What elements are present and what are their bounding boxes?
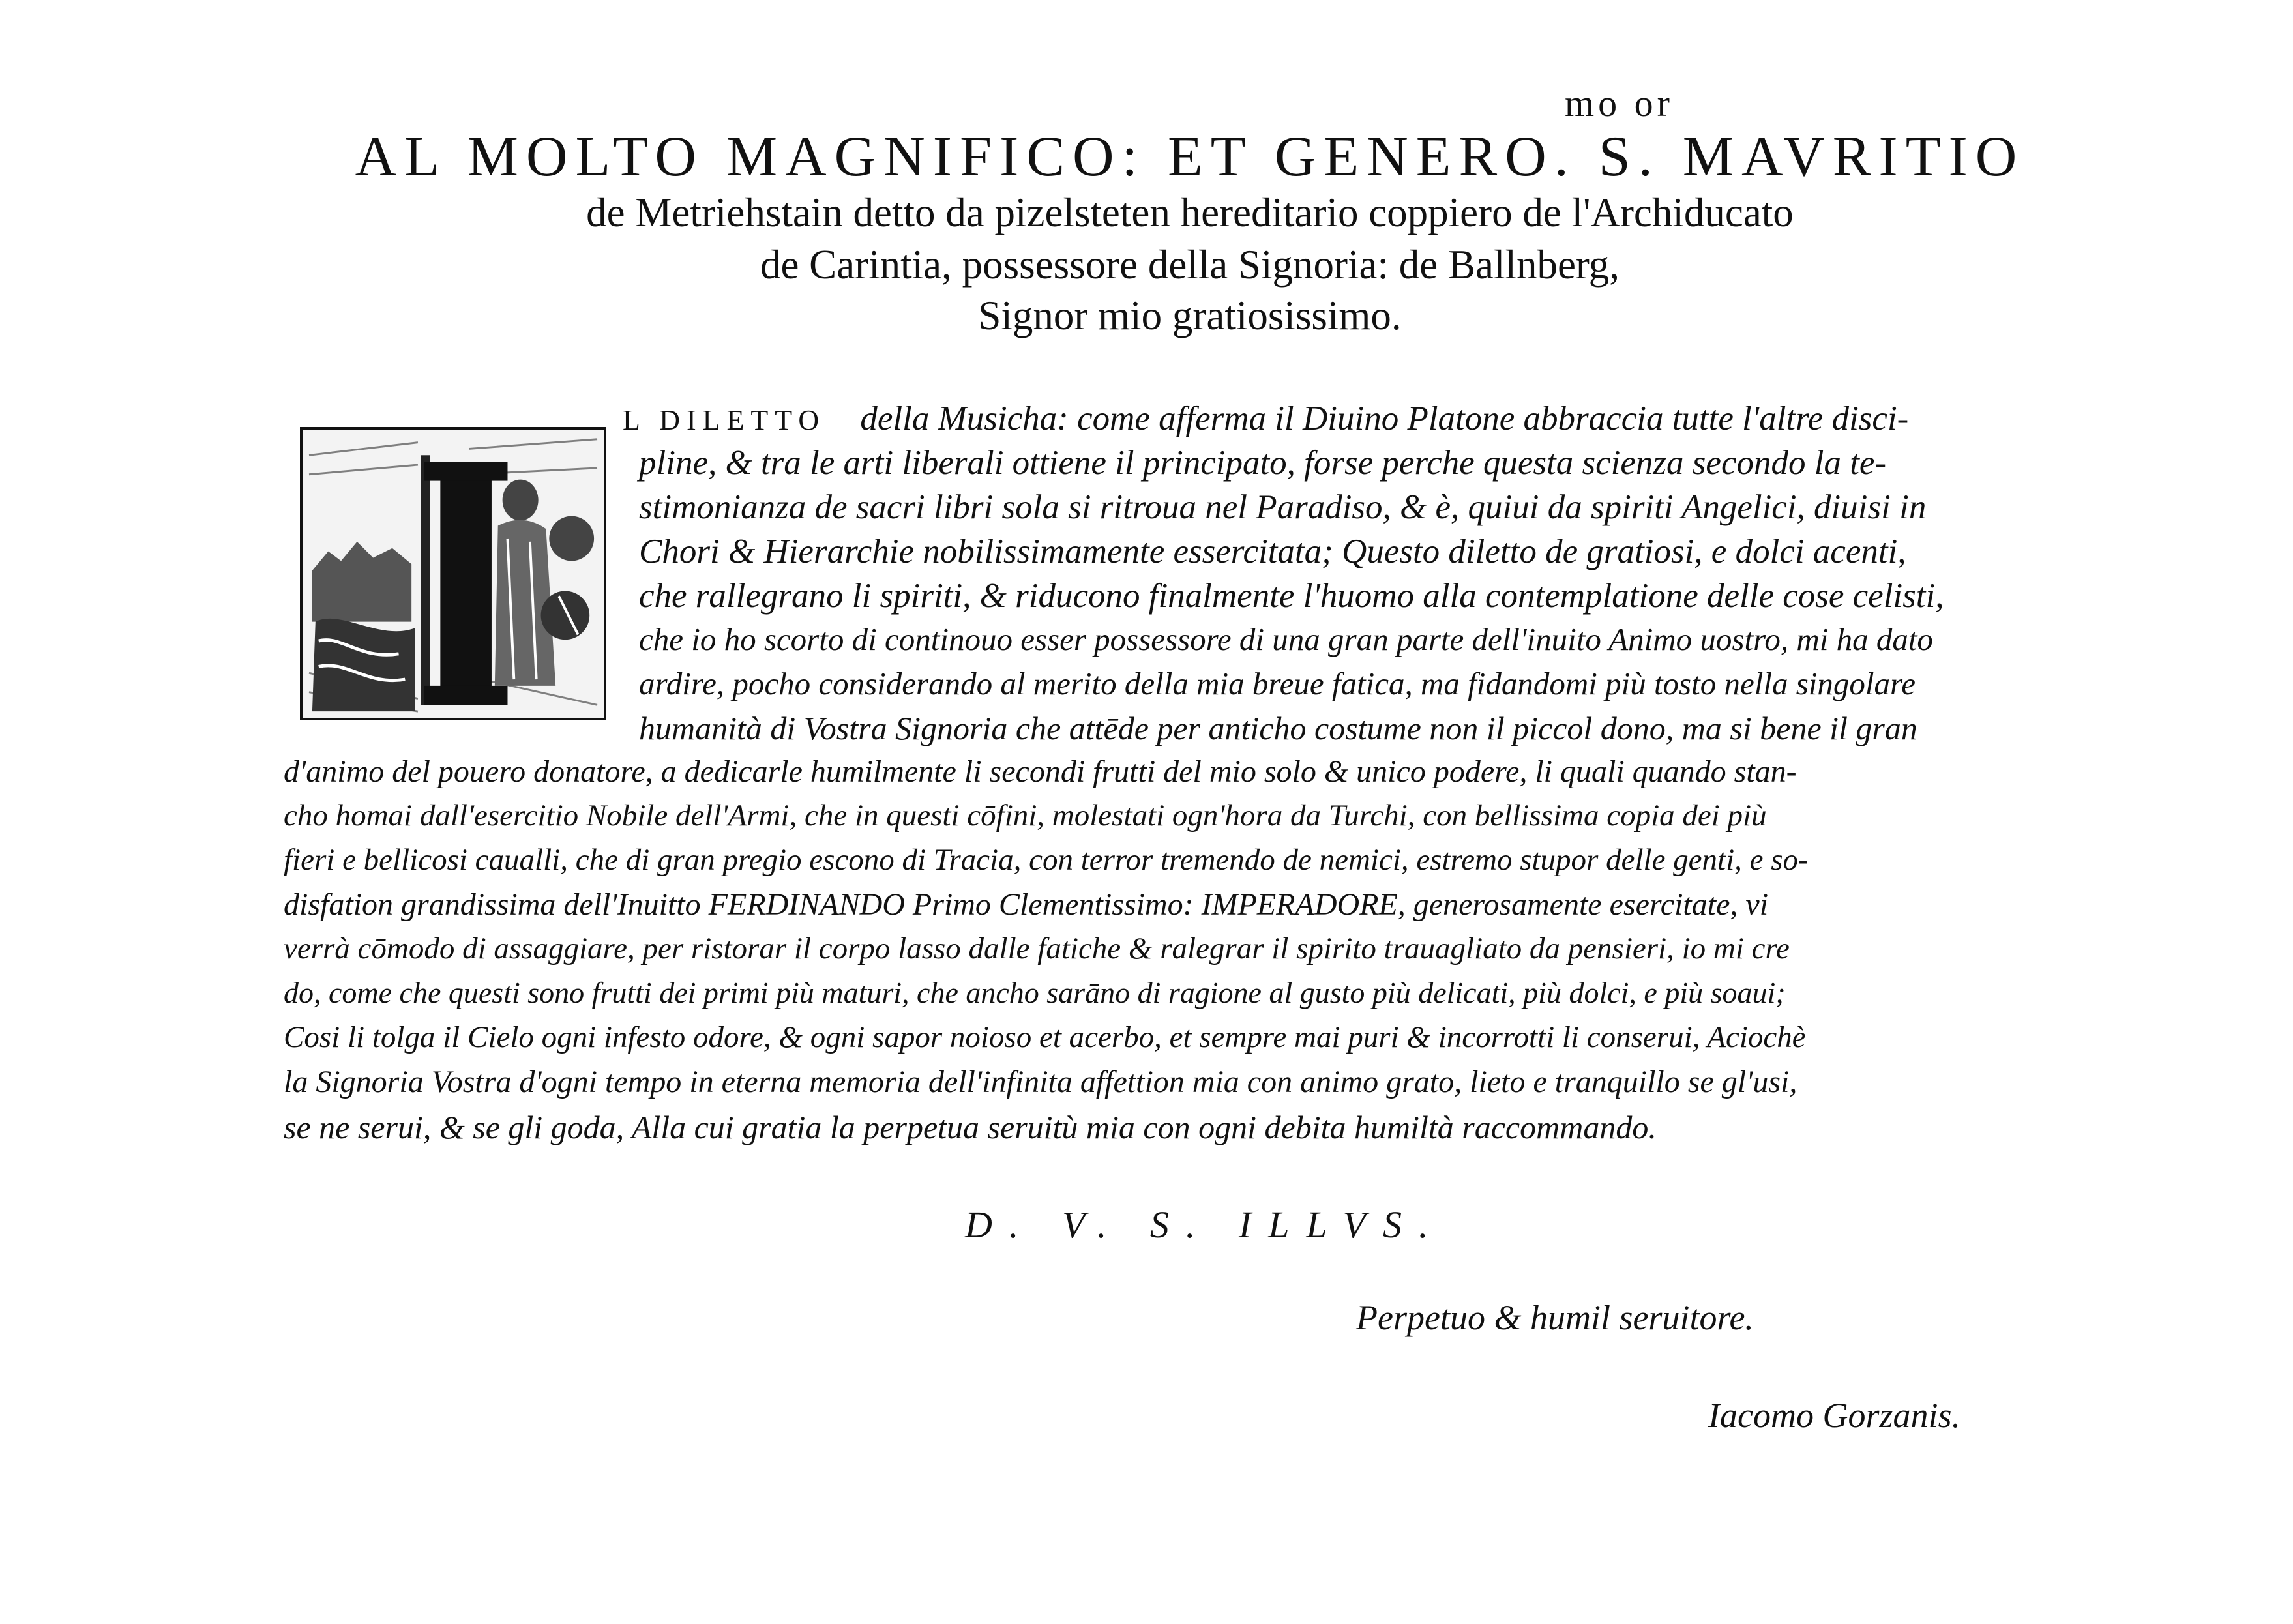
- page-title: AL MOLTO MAGNIFICO: ET GENERO. S. MAVRITIO: [355, 125, 2025, 188]
- body-line-10: cho homai dall'esercitio Nobile dell'Armi, che in questi cōfini, molestati ogn'hora da Turchi, con bellissima copia dei più: [284, 799, 1767, 833]
- servitore-line: Perpetuo & humil seruitore.: [1356, 1298, 1754, 1337]
- body-line-9: d'animo del pouero donatore, a dedicarle humilmente li secondi frutti del mio solo & unico podere, li quali quando stan-: [284, 754, 1797, 789]
- body-line-3: stimonianza de sacri libri sola si ritroua nel Paradiso, & è, quiui da spiriti Angelici, diuisi in: [639, 488, 1927, 526]
- body-line-1: [623, 399, 1908, 438]
- body-line-5: che rallegrano li spiriti, & riducono finalmente l'huomo alla contemplatione delle cose celisti,: [639, 577, 1944, 615]
- author-name: Iacomo Gorzanis.: [1708, 1396, 1960, 1435]
- body-line-15: Cosi li tolga il Cielo ogni infesto odore, & ogni sapor noioso et acerbo, et sempre mai puri & incorrotti li conserui, Aciochè: [284, 1020, 1806, 1054]
- body-line-17: se ne serui, & se gli goda, Alla cui gratia la perpetua seruitù mia con ogni debita humiltà raccommando.: [284, 1109, 1657, 1145]
- body-line-11: fieri e bellicosi caualli, che di gran pregio escono di Tracia, con terror tremendo de nemici, estremo stupor delle genti, e so-: [284, 843, 1809, 877]
- decorated-initial-woodcut: [300, 427, 606, 720]
- woodcut-initial-illustration: [303, 430, 604, 718]
- body-line-12: disfation grandissima dell'Inuitto FERDINANDO Primo Clementissimo: IMPERADORE, generosamente esercitate, vi: [284, 887, 1769, 922]
- body-line-8: humanità di Vostra Signoria che attēde per anticho costume non il piccol dono, ma si bene il gran: [639, 710, 1917, 746]
- body-line-14: do, come che questi sono frutti dei primi più maturi, che ancho sarāno di ragione al gusto più delicati, più dolci, e più soaui;: [284, 976, 1786, 1009]
- subtitle-line-3: Signor mio gratiosissimo.: [978, 293, 1402, 338]
- title-superscript: mo or: [1565, 82, 1674, 125]
- body-line-7: ardire, pocho considerando al merito della mia breue fatica, ma fidandomi più tosto nella singolare: [639, 666, 1916, 701]
- body-line-6: che io ho scorto di continouo esser possessore di una gran parte dell'inuito Animo uostro, mi ha dato: [639, 621, 1933, 657]
- body-line-13: verrà cōmodo di assaggiare, per ristorar il corpo lasso dalle fatiche & ralegrar il spirito trauagliato da pensieri, io mi cre: [284, 932, 1790, 966]
- body-line-1-text: della Musicha: come afferma il Diuino Platone abbraccia tutte l'altre disci-: [860, 400, 1909, 437]
- body-line-16: la Signoria Vostra d'ogni tempo in eterna memoria dell'infinita affettion mia con animo grato, lieto e tranquillo se gl'usi,: [284, 1065, 1797, 1099]
- subtitle-line-1: de Metriehstain detto da pizelsteten hereditario coppiero de l'Archiducato: [586, 190, 1794, 235]
- body-line-2: pline, & tra le arti liberali ottiene il principato, forse perche questa scienza secondo la te-: [639, 444, 1887, 482]
- dedication-abbrev: D. V. S. ILLVS.: [965, 1203, 1445, 1246]
- body-lead-caps: L DILETTO: [623, 404, 826, 436]
- subtitle-line-2: de Carintia, possessore della Signoria: de Ballnberg,: [760, 242, 1620, 288]
- body-line-4: Chori & Hierarchie nobilissimamente essercitata; Questo diletto de gratiosi, e dolci acenti,: [639, 533, 1906, 570]
